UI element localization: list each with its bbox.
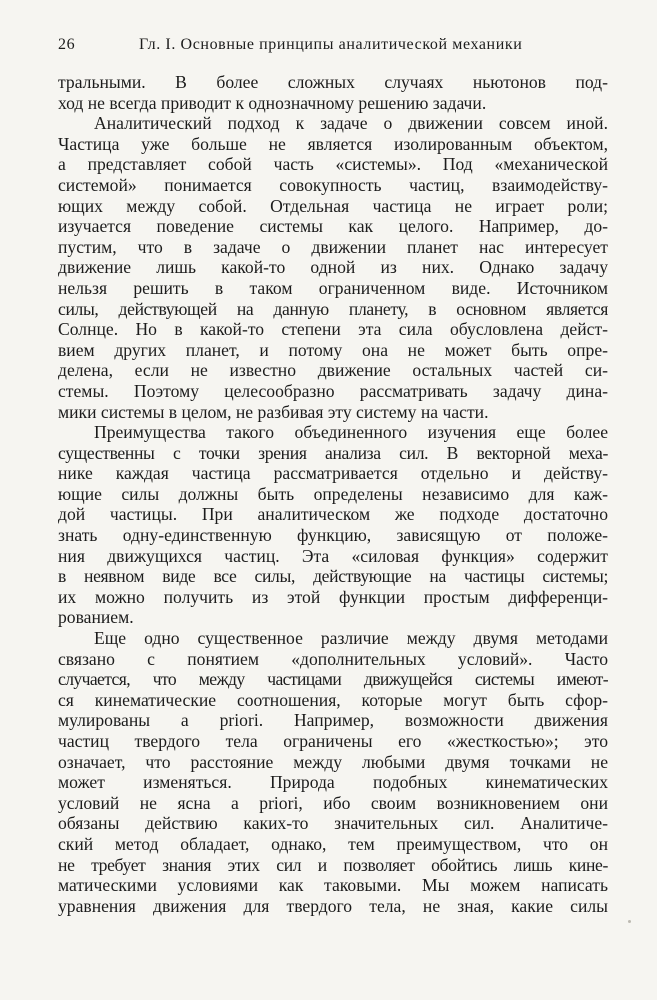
text-line: мики системы в целом, не разбивая эту систему на части. bbox=[58, 401, 489, 422]
text-line: ся кинематические соотношения, которые могут быть сфор- bbox=[58, 689, 608, 710]
running-head: Гл. I. Основные принципы аналитической механики bbox=[139, 36, 523, 53]
text-line: дой частицы. При аналитическом же подходе достаточно bbox=[58, 504, 608, 525]
text-line: связано с понятием «дополнительных условий». Часто bbox=[58, 648, 608, 669]
text-line: а представляет собой часть «системы». Под «механической bbox=[58, 154, 608, 175]
text-line: Еще одно существенное различие между двумя методами bbox=[94, 628, 608, 649]
text-line: матическими условиями как таковыми. Мы можем написать bbox=[58, 875, 608, 896]
text-line: ющих между собой. Отдельная частица не играет роли; bbox=[58, 195, 608, 216]
paper-speck bbox=[628, 920, 631, 923]
text-line: нике каждая частица рассматривается отдельно и действу- bbox=[58, 463, 608, 484]
text-line: случается, что между частицами движущейся системы имеют- bbox=[58, 669, 608, 690]
text-line: Аналитический подход к задаче о движении совсем иной. bbox=[94, 113, 608, 134]
text-line: нельзя решить в таком ограниченном виде. Источником bbox=[58, 277, 608, 298]
page-number: 26 bbox=[58, 36, 76, 53]
text-line: вием других планет, и потому она не может быть опре- bbox=[58, 339, 608, 360]
text-line: стемы. Поэтому целесообразно рассматривать задачу дина- bbox=[58, 380, 608, 401]
text-line: ход не всегда приводит к однозначному решению задачи. bbox=[58, 92, 487, 113]
text-line: мулированы a priori. Например, возможности движения bbox=[58, 710, 608, 731]
text-line: тральными. В более сложных случаях ньютонов под- bbox=[58, 72, 608, 92]
text-line: их можно получить из этой функции простым дифференци- bbox=[58, 586, 608, 607]
book-page bbox=[58, 34, 608, 916]
text-line: Солнце. Но в какой-то степени эта сила обусловлена дейст- bbox=[58, 319, 608, 340]
text-line: ния движущихся частиц. Эта «силовая функция» содержит bbox=[58, 545, 608, 566]
text-line: уравнения движения для твердого тела, не зная, какие силы bbox=[58, 895, 608, 916]
page-header bbox=[58, 34, 608, 58]
text-line: условий не ясна a priori, ибо своим возникновением они bbox=[58, 792, 608, 813]
text-line: движение лишь какой-то одной из них. Однако задачу bbox=[58, 257, 608, 278]
text-line: знать одну-единственную функцию, зависящую от положе- bbox=[58, 525, 608, 546]
text-line: делена, если не известно движение остальных частей си- bbox=[58, 360, 608, 381]
text-line: системой» понимается совокупность частиц, взаимодейству- bbox=[58, 174, 608, 195]
text-line: означает, что расстояние между любыми двумя точками не bbox=[58, 751, 608, 772]
body-text bbox=[58, 72, 608, 916]
text-line: в неявном виде все силы, действующие на частицы системы; bbox=[58, 566, 608, 587]
text-line: изучается поведение системы как целого. Например, до- bbox=[58, 216, 608, 237]
text-line: рованием. bbox=[58, 607, 134, 628]
text-line: существенны с точки зрения анализа сил. В векторной меха- bbox=[58, 442, 608, 463]
text-line: может изменяться. Природа подобных кинематических bbox=[58, 772, 608, 793]
text-line: силы, действующей на данную планету, в основном является bbox=[58, 298, 608, 319]
text-line: Частица уже больше не является изолированным объектом, bbox=[58, 133, 608, 154]
text-line: пустим, что в задаче о движении планет нас интересует bbox=[58, 236, 608, 257]
text-line: обязаны действию каких-то значительных сил. Аналитиче- bbox=[58, 813, 608, 834]
text-line: ющие силы должны быть определены независимо для каж- bbox=[58, 483, 608, 504]
text-line: ский метод обладает, однако, тем преимуществом, что он bbox=[58, 833, 608, 854]
text-line: не требует знания этих сил и позволяет обойтись лишь кине- bbox=[58, 854, 608, 875]
text-line: частиц твердого тела ограничены его «жесткостью»; это bbox=[58, 731, 608, 751]
text-line: Преимущества такого объединенного изучения еще более bbox=[94, 422, 608, 443]
